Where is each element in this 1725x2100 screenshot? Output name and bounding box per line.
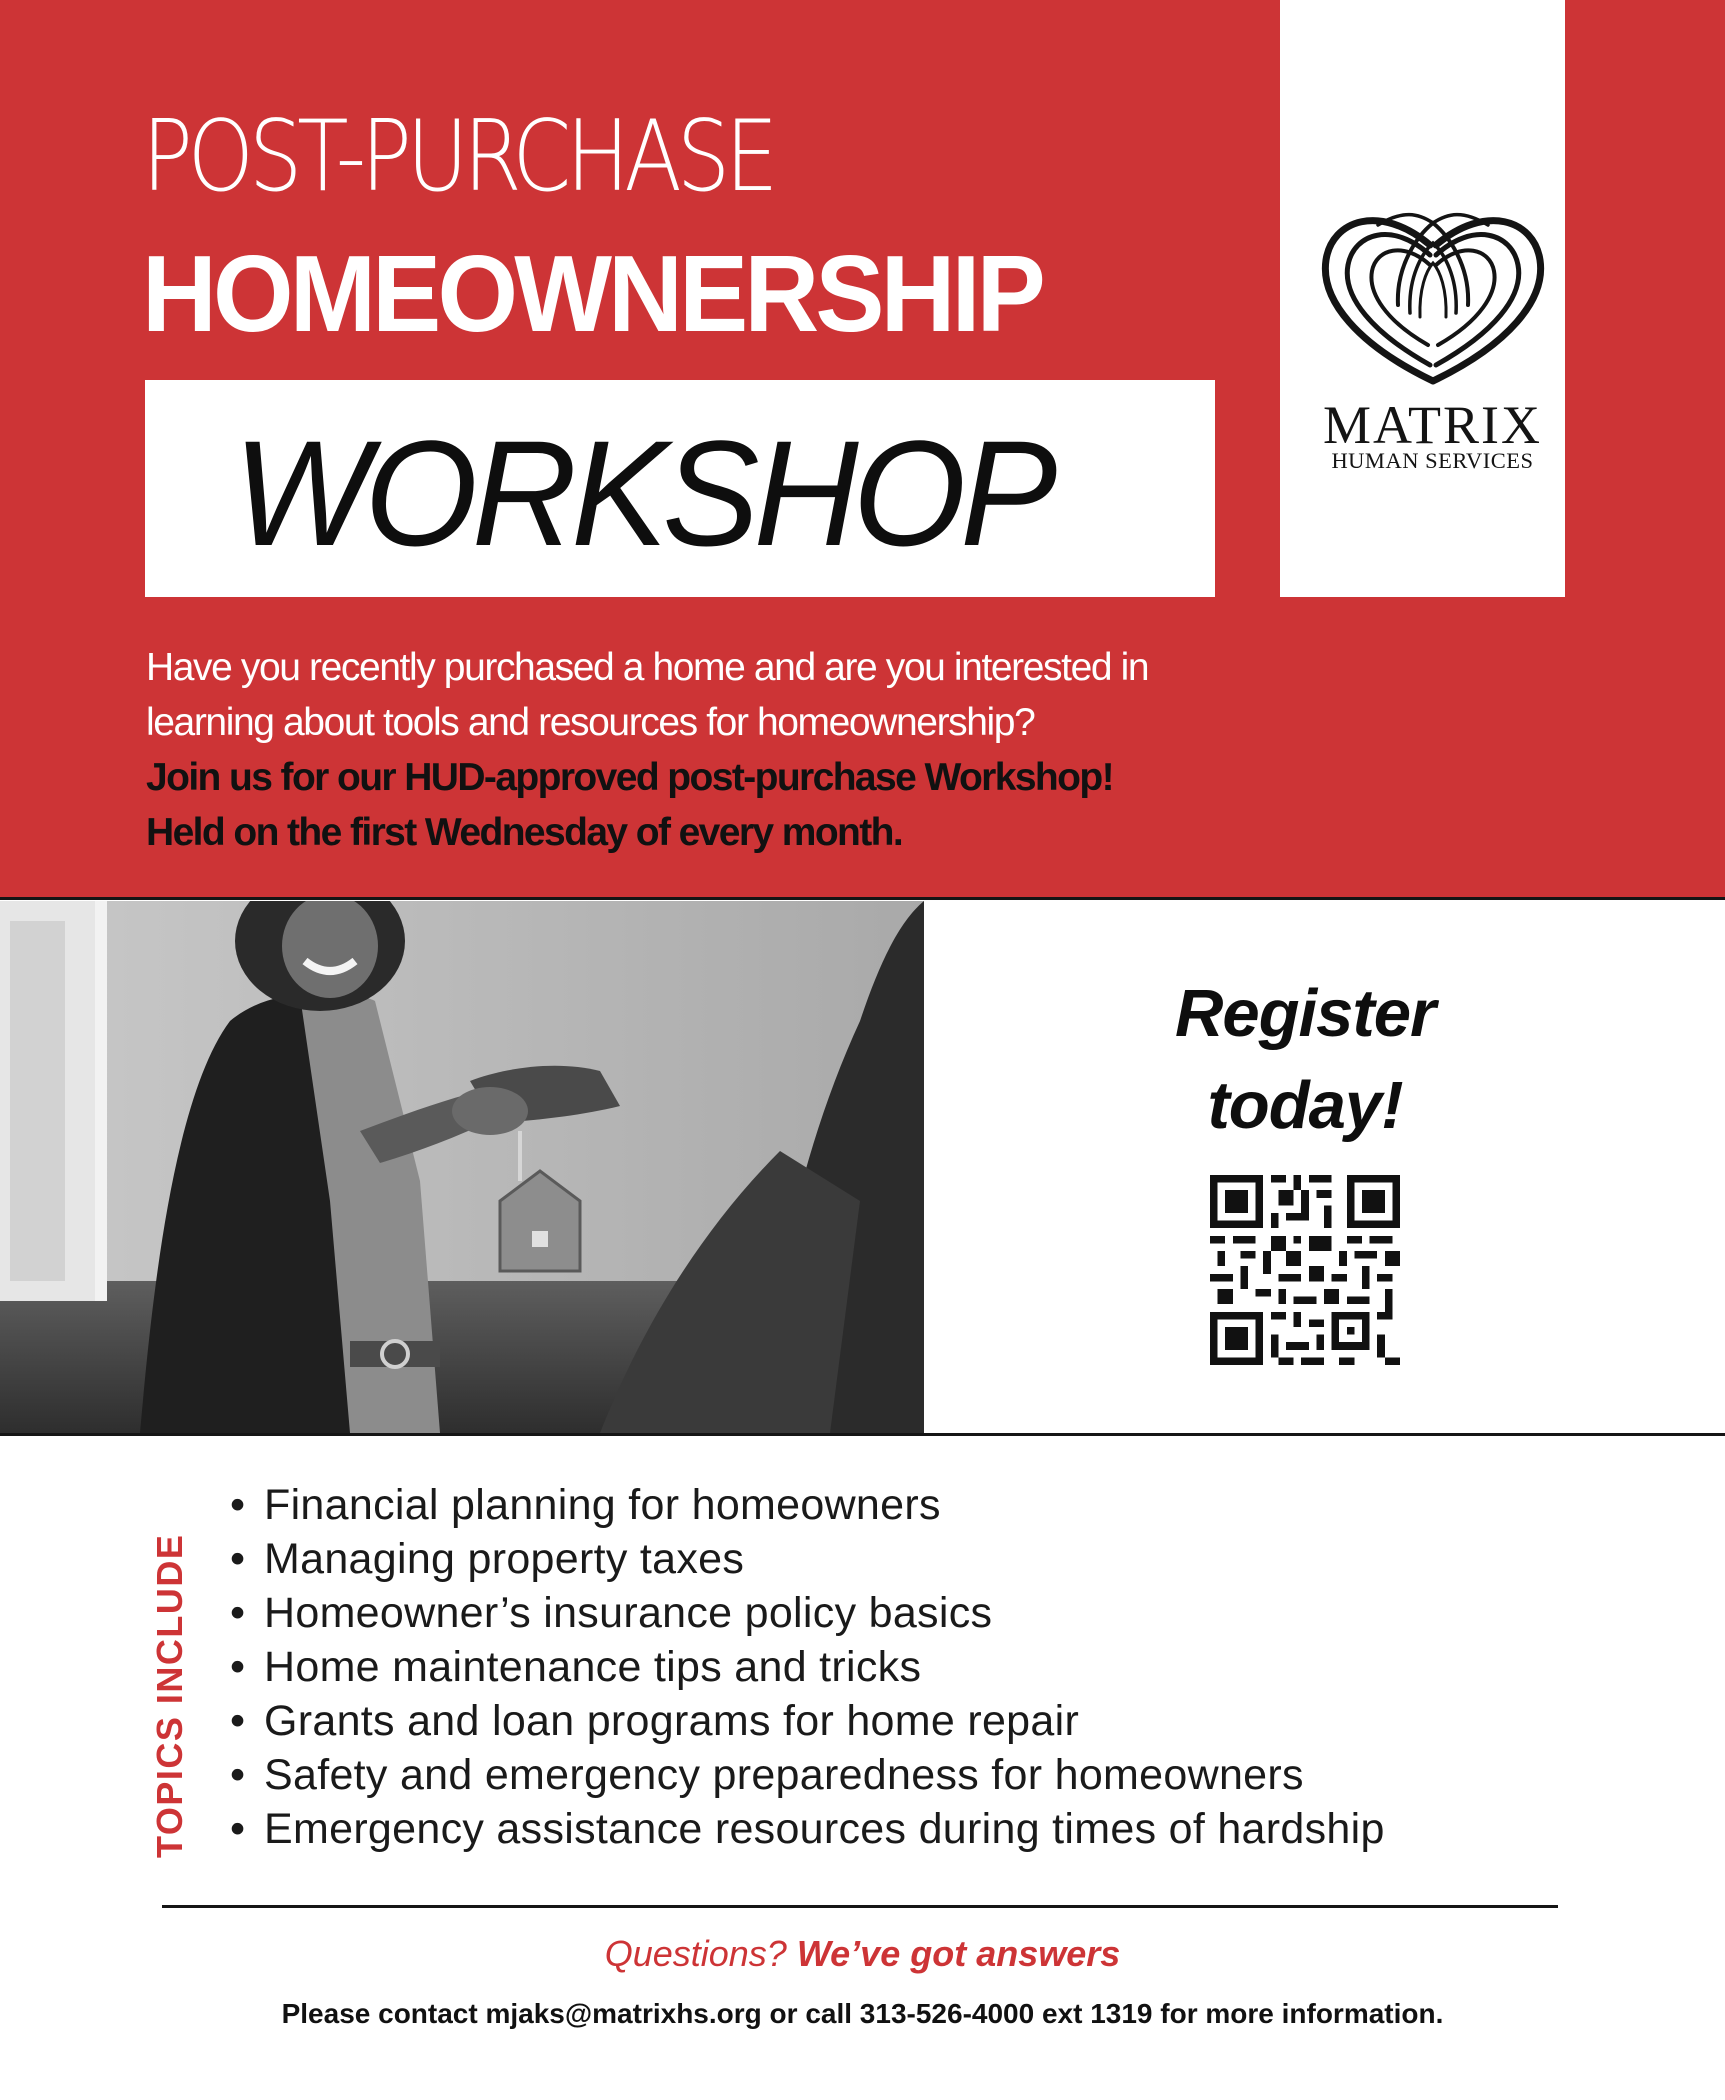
divider-middle [0, 1433, 1725, 1436]
handshake-photo-illustration [0, 901, 924, 1433]
heart-logo-icon [1318, 205, 1548, 385]
topic-item: • Emergency assistance resources during times of hardship [230, 1805, 1385, 1853]
topics-label: TOPICS INCLUDE [149, 1533, 190, 1858]
topic-item: • Financial planning for homeowners [230, 1481, 941, 1529]
topic-item: • Homeowner’s insurance policy basics [230, 1589, 993, 1637]
title-homeownership: HOMEOWNERSHIP [142, 233, 1042, 355]
topic-item: • Grants and loan programs for home repair [230, 1697, 1080, 1745]
answers-text: We’ve got answers [796, 1933, 1121, 1974]
title-workshop: WORKSHOP [233, 409, 1052, 577]
logo-panel [1280, 0, 1565, 597]
register-callout [1080, 968, 1530, 1152]
qr-code-icon[interactable] [1210, 1175, 1400, 1365]
topic-item: • Safety and emergency preparedness for homeowners [230, 1751, 1304, 1799]
logo-subtitle: HUMAN SERVICES [1331, 448, 1534, 473]
workshop-title-box [145, 380, 1215, 597]
questions-text: Questions? [604, 1933, 797, 1974]
topic-item: • Home maintenance tips and tricks [230, 1643, 922, 1691]
register-line-1: Register [1174, 976, 1436, 1051]
contact-info: Please contact mjaks@matrixhs.org or call 313-526-4000 ext 1319 for more information. [281, 1998, 1444, 2029]
divider-bottom [162, 1905, 1558, 1908]
intro-line-2: learning about tools and resources for homeownership? [146, 701, 1035, 744]
header-banner [0, 0, 1725, 898]
register-line-2: today! [1207, 1068, 1403, 1143]
intro-text [146, 640, 1546, 860]
topic-item: • Managing property taxes [230, 1535, 745, 1583]
questions-heading [0, 1930, 1725, 1978]
intro-line-1: Have you recently purchased a home and are you interested in [146, 646, 1149, 689]
intro-line-3: Join us for our HUD-approved post-purchase Workshop! [146, 756, 1113, 799]
intro-line-4: Held on the first Wednesday of every month. [146, 811, 903, 854]
title-post-purchase: POST-PURCHASE [142, 100, 774, 214]
topics-list [230, 1478, 1385, 1856]
handshake-photo [0, 901, 924, 1433]
logo-name: MATRIX [1322, 395, 1542, 455]
divider-top [0, 897, 1725, 900]
